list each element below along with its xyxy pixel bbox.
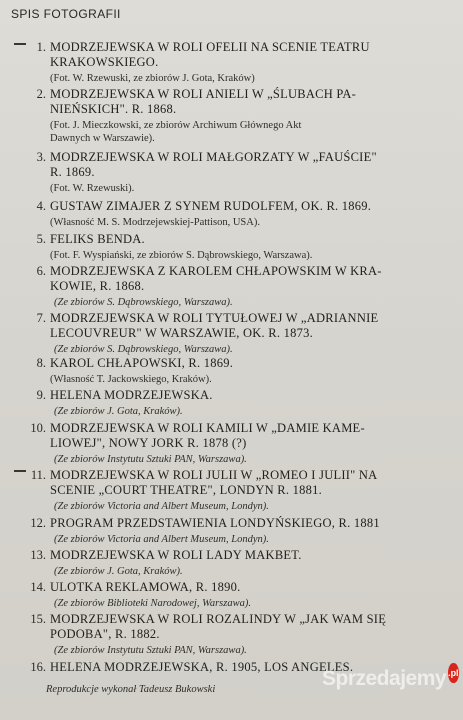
item-source: (Ze zbiorów S. Dąbrowskiego, Warszawa). <box>54 297 233 308</box>
item-title: PODOBA", R. 1882. <box>50 627 160 641</box>
watermark-text: Sprzedajemy <box>322 667 447 690</box>
item-title: FELIKS BENDA. <box>50 232 145 246</box>
item-title: HELENA MODRZEJEWSKA, R. 1905, LOS ANGELES. <box>50 660 354 674</box>
item-title: LIOWEJ", NOWY JORK R. 1878 (?) <box>50 436 247 450</box>
item-title: MODRZEJEWSKA Z KAROLEM CHŁAPOWSKIM W KRA- <box>50 264 382 278</box>
item-source: (Ze zbiorów Biblioteki Narodowej, Warszawa). <box>54 598 251 609</box>
item-number: 13. <box>30 548 46 562</box>
item-number: 2. <box>36 87 46 101</box>
item-source: (Ze zbiorów J. Gota, Kraków). <box>54 406 183 417</box>
item-title: MODRZEJEWSKA W ROLI JULII W „ROMEO I JULII" NA <box>50 468 378 482</box>
page-heading: SPIS FOTOGRAFII <box>11 7 121 21</box>
item-title: HELENA MODRZEJEWSKA. <box>50 388 213 402</box>
item-number: 10. <box>30 421 46 435</box>
item-source: (Fot. W. Rzewuski, ze zbiorów J. Gota, Kraków) <box>50 73 255 84</box>
item-number: 6. <box>36 264 46 278</box>
item-source: (Ze zbiorów Victoria and Albert Museum, Londyn). <box>54 534 269 545</box>
item-source: (Ze zbiorów Instytutu Sztuki PAN, Warszawa). <box>54 454 247 465</box>
item-number: 15. <box>30 612 46 626</box>
item-title: MODRZEJEWSKA W ROLI KAMILI W „DAMIE KAME- <box>50 421 365 435</box>
item-number: 7. <box>36 311 46 325</box>
item-title: MODRZEJEWSKA W ROLI ROZALINDY W „JAK WAM SIĘ <box>50 612 387 626</box>
item-title: KRAKOWSKIEGO. <box>50 55 159 69</box>
item-title: PROGRAM PRZEDSTAWIENIA LONDYŃSKIEGO, R. 1881 <box>50 516 380 530</box>
item-source: (Ze zbiorów Victoria and Albert Museum, Londyn). <box>54 501 269 512</box>
item-source: (Własność M. S. Modrzejewskiej-Pattison, USA). <box>50 217 260 228</box>
watermark-badge: .pl <box>448 663 459 683</box>
reproduction-credit: Reprodukcje wykonał Tadeusz Bukowski <box>46 684 216 695</box>
item-source: (Ze zbiorów Instytutu Sztuki PAN, Warszawa). <box>54 645 247 656</box>
item-title: MODRZEJEWSKA W ROLI LADY MAKBET. <box>50 548 302 562</box>
item-number: 11. <box>30 468 46 482</box>
margin-pencil-mark <box>14 470 26 472</box>
item-source: (Fot. W. Rzewuski). <box>50 183 135 194</box>
item-source: (Fot. J. Mieczkowski, ze zbiorów Archiwum Głównego Akt <box>50 120 302 131</box>
item-title: GUSTAW ZIMAJER Z SYNEM RUDOLFEM, OK. R. 1869. <box>50 199 372 213</box>
item-source: (Fot. F. Wyspiański, ze zbiorów S. Dąbrowskiego, Warszawa). <box>50 250 313 261</box>
item-source: (Ze zbiorów S. Dąbrowskiego, Warszawa). <box>54 344 233 355</box>
item-number: 16. <box>30 660 46 674</box>
item-number: 5. <box>36 232 46 246</box>
item-title: KAROL CHŁAPOWSKI, R. 1869. <box>50 356 234 370</box>
item-source: (Własność T. Jackowskiego, Kraków). <box>50 374 212 385</box>
item-title: MODRZEJEWSKA W ROLI ANIELI W „ŚLUBACH PA- <box>50 87 357 101</box>
item-title: ULOTKA REKLAMOWA, R. 1890. <box>50 580 241 594</box>
item-number: 9. <box>36 388 46 402</box>
item-title: R. 1869. <box>50 165 95 179</box>
item-source: Dawnych w Warszawie). <box>50 133 155 144</box>
item-title: MODRZEJEWSKA W ROLI OFELII NA SCENIE TEATRU <box>50 40 370 54</box>
item-number: 8. <box>36 356 46 370</box>
item-title: KOWIE, R. 1868. <box>50 279 145 293</box>
item-title: MODRZEJEWSKA W ROLI MAŁGORZATY W „FAUŚCIE" <box>50 150 377 164</box>
item-number: 14. <box>30 580 46 594</box>
item-number: 1. <box>36 40 46 54</box>
item-number: 4. <box>36 199 46 213</box>
item-title: NIEŃSKICH". R. 1868. <box>50 102 177 116</box>
site-watermark <box>322 660 458 698</box>
margin-pencil-mark <box>14 43 26 45</box>
item-number: 12. <box>30 516 46 530</box>
item-title: SCENIE „COURT THEATRE", LONDYN R. 1881. <box>50 483 322 497</box>
item-source: (Ze zbiorów J. Gota, Kraków). <box>54 566 183 577</box>
item-number: 3. <box>36 150 46 164</box>
item-title: MODRZEJEWSKA W ROLI TYTUŁOWEJ W „ADRIANNIE <box>50 311 379 325</box>
item-title: LECOUVREUR" W WARSZAWIE, OK. R. 1873. <box>50 326 314 340</box>
